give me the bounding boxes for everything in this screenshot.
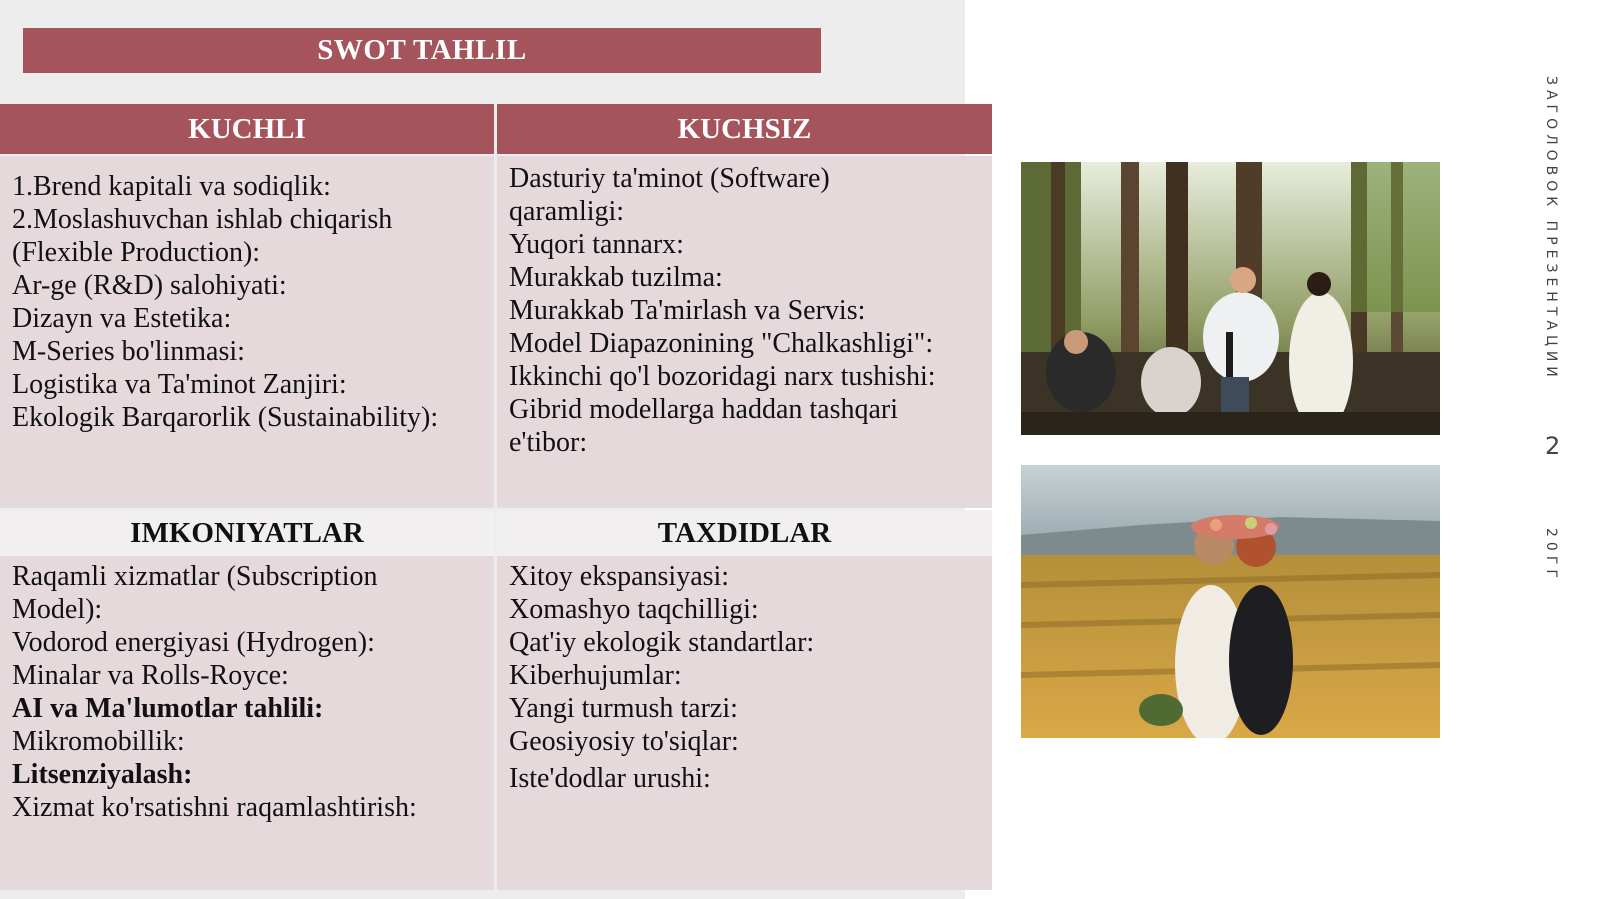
weaknesses-header: KUCHSIZ: [497, 104, 992, 154]
list-item: 2.Moslashuvchan ishlab chiqarish: [12, 204, 393, 235]
list-item: Qat'iy ekologik standartlar:: [509, 627, 815, 658]
list-item: Ikkinchi qo'l bozoridagi narx tushishi:: [509, 361, 936, 392]
list-item: Yuqori tannarx:: [509, 229, 684, 260]
opportunities-header: IMKONIYATLAR: [0, 510, 494, 556]
page-number: 2: [1545, 432, 1561, 460]
list-item: AI va Ma'lumotlar tahlili:: [12, 693, 324, 724]
list-item: Xitoy ekspansiyasi:: [509, 561, 730, 592]
list-item: Gibrid modellarga haddan tashqari: [509, 394, 899, 425]
list-item: Mikromobillik:: [12, 726, 185, 757]
presentation-title-vertical: ЗАГОЛОВОК ПРЕЗЕНТАЦИИ: [1543, 76, 1559, 382]
opportunities-cell: [0, 556, 494, 890]
list-item: Yangi turmush tarzi:: [509, 693, 738, 724]
slide-title: SWOT TAHLIL: [23, 28, 821, 73]
list-item: Geosiyosiy to'siqlar:: [509, 726, 739, 757]
list-item: Ar-ge (R&D) salohiyati:: [12, 270, 287, 301]
forest-party-photo: [1021, 162, 1440, 435]
list-item: Murakkab Ta'mirlash va Servis:: [509, 295, 866, 326]
year-label: 20ГГ: [1543, 528, 1559, 583]
flower-field-photo: [1021, 465, 1440, 738]
list-item: Minalar va Rolls-Royce:: [12, 660, 289, 691]
list-item: 1.Brend kapitali va sodiqlik:: [12, 171, 331, 202]
threats-header: TAXDIDLAR: [497, 510, 992, 556]
list-item: Logistika va Ta'minot Zanjiri:: [12, 369, 347, 400]
list-item: Xomashyo taqchilligi:: [509, 594, 759, 625]
list-item: e'tibor:: [509, 427, 588, 458]
threats-cell: [497, 556, 992, 890]
list-item: (Flexible Production):: [12, 237, 261, 268]
swot-table: [0, 104, 992, 890]
list-item: Litsenziyalash:: [12, 759, 193, 790]
list-item: Vodorod energiyasi (Hydrogen):: [12, 627, 375, 658]
list-item: qaramligi:: [509, 196, 625, 227]
list-item: Xizmat ko'rsatishni raqamlashtirish:: [12, 792, 417, 823]
list-item: Iste'dodlar urushi:: [509, 763, 711, 794]
strengths-cell: [0, 156, 494, 508]
list-item: Kiberhujumlar:: [509, 660, 682, 691]
list-item: Model):: [12, 594, 103, 625]
list-item: M-Series bo'linmasi:: [12, 336, 245, 367]
list-item: Ekologik Barqarorlik (Sustainability):: [12, 402, 439, 433]
list-item: Raqamli xizmatlar (Subscription: [12, 561, 378, 592]
weaknesses-cell: [497, 156, 992, 508]
strengths-header: KUCHLI: [0, 104, 494, 154]
list-item: Dizayn va Estetika:: [12, 303, 232, 334]
list-item: Murakkab tuzilma:: [509, 262, 723, 293]
list-item: Model Diapazonining "Chalkashligi":: [509, 328, 934, 359]
list-item: Dasturiy ta'minot (Software): [509, 163, 830, 194]
